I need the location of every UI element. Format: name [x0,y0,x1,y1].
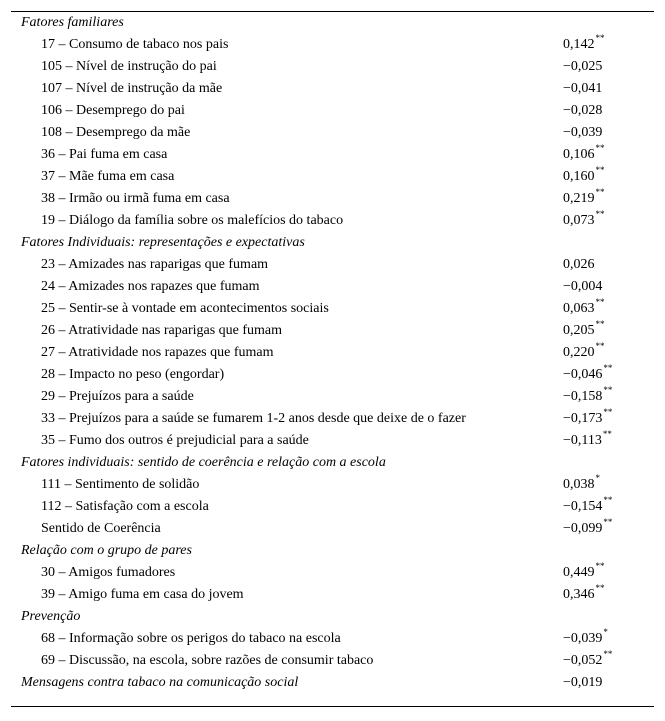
table-row [11,56,654,78]
variable-label: Sentido de Coerência [41,521,161,536]
coefficient-value: −0,025 [563,59,603,74]
coefficient-cell [563,364,612,386]
section-title: Fatores individuais: sentido de coerência e relação com a escola [21,455,386,470]
coefficient-value: −0,039 [563,125,603,140]
significance-marker: ** [595,341,605,351]
table-row [11,122,654,144]
coefficient-cell [563,254,595,276]
significance-marker: * [595,473,600,483]
coefficient-cell [563,144,605,166]
coefficient-value: 0,220 [563,345,595,360]
coefficient-value: 0,063 [563,301,595,316]
table-row [11,254,654,276]
coefficient-value: −0,173 [563,411,603,426]
variable-label: 26 – Atratividade nas raparigas que fumam [41,323,283,338]
coefficient-value: −0,158 [563,389,603,404]
variable-label: 111 – Sentimento de solidão [41,477,200,492]
coefficient-cell [563,188,605,210]
table-row [11,386,654,408]
significance-marker: ** [595,33,605,43]
variable-label: 17 – Consumo de tabaco nos pais [41,37,229,52]
table-row [11,188,654,210]
variable-label: 106 – Desemprego do pai [41,103,185,118]
coefficient-cell [563,628,608,650]
coefficient-value: 0,026 [563,257,595,272]
coefficient-value: −0,019 [563,675,603,690]
section-header-row [11,606,654,628]
significance-marker: ** [595,561,605,571]
table-row [11,430,654,452]
coefficient-cell [563,56,602,78]
coefficient-cell [563,122,602,144]
variable-label: 39 – Amigo fuma em casa do jovem [41,587,244,602]
coefficient-value: 0,142 [563,37,595,52]
coefficient-value: 0,106 [563,147,595,162]
variable-label: 24 – Amizades nos rapazes que fumam [41,279,260,294]
significance-marker: ** [595,297,605,307]
table-body [11,12,654,694]
correlation-table [11,11,654,707]
section-header-row [11,672,654,694]
coefficient-cell [563,584,605,606]
significance-marker: ** [603,407,613,417]
variable-label: 36 – Pai fuma em casa [41,147,168,162]
significance-marker: * [603,627,608,637]
significance-marker: ** [603,517,613,527]
table-bottom-rule [11,706,654,707]
significance-marker: ** [595,187,605,197]
table-row [11,320,654,342]
variable-label: 29 – Prejuízos para a saúde [41,389,194,404]
significance-marker: ** [603,385,613,395]
coefficient-cell [563,276,602,298]
variable-label: 19 – Diálogo da família sobre os malefícios do tabaco [41,213,344,228]
coefficient-cell [563,518,612,540]
coefficient-cell [563,210,605,232]
section-title: Fatores Individuais: representações e expectativas [21,235,305,250]
table-row [11,628,654,650]
variable-label: 25 – Sentir-se à vontade em acontecimentos sociais [41,301,329,316]
section-title: Fatores familiares [21,15,124,30]
table-row [11,78,654,100]
coefficient-cell [563,650,612,672]
coefficient-cell [563,672,602,694]
table-row [11,210,654,232]
significance-marker: ** [595,319,605,329]
table-row [11,562,654,584]
table-row [11,166,654,188]
coefficient-cell [563,386,612,408]
section-title: Prevenção [21,609,81,624]
section-header-row [11,232,654,254]
table-row [11,584,654,606]
coefficient-value: 0,160 [563,169,595,184]
table-row [11,298,654,320]
significance-marker: ** [595,209,605,219]
coefficient-cell [563,496,612,518]
variable-label: 105 – Nível de instrução do pai [41,59,217,74]
coefficient-value: 0,038 [563,477,595,492]
coefficient-value: −0,046 [563,367,603,382]
coefficient-cell [563,78,602,100]
coefficient-cell [563,342,605,364]
coefficient-value: −0,041 [563,81,603,96]
section-header-row [11,12,654,34]
coefficient-cell [563,430,612,452]
coefficient-value: 0,205 [563,323,595,338]
section-header-row [11,452,654,474]
variable-label: 33 – Prejuízos para a saúde se fumarem 1-2 anos desde que deixe de o fazer [41,411,466,426]
coefficient-value: −0,099 [563,521,603,536]
table-row [11,650,654,672]
variable-label: 112 – Satisfação com a escola [41,499,209,514]
significance-marker: ** [602,429,612,439]
section-header-row [11,540,654,562]
variable-label: 23 – Amizades nas raparigas que fumam [41,257,269,272]
coefficient-value: 0,073 [563,213,595,228]
table-row [11,474,654,496]
variable-label: 35 – Fumo dos outros é prejudicial para a saúde [41,433,309,448]
table-row [11,342,654,364]
coefficient-value: 0,449 [563,565,595,580]
significance-marker: ** [595,583,605,593]
coefficient-cell [563,298,605,320]
variable-label: 30 – Amigos fumadores [41,565,176,580]
variable-label: 68 – Informação sobre os perigos do tabaco na escola [41,631,341,646]
significance-marker: ** [595,165,605,175]
coefficient-value: −0,004 [563,279,603,294]
coefficient-value: −0,052 [563,653,603,668]
coefficient-value: −0,039 [563,631,603,646]
table-row [11,100,654,122]
variable-label: 108 – Desemprego da mãe [41,125,191,140]
variable-label: 27 – Atratividade nos rapazes que fumam [41,345,274,360]
coefficient-cell [563,474,600,496]
table-row [11,496,654,518]
coefficient-value: −0,028 [563,103,603,118]
coefficient-cell [563,34,605,56]
coefficient-cell [563,166,605,188]
significance-marker: ** [603,649,613,659]
variable-label: 38 – Irmão ou irmã fuma em casa [41,191,230,206]
coefficient-value: 0,219 [563,191,595,206]
coefficient-value: 0,346 [563,587,595,602]
table-row [11,276,654,298]
significance-marker: ** [603,495,613,505]
table-row [11,408,654,430]
coefficient-cell [563,562,605,584]
table-row [11,518,654,540]
variable-label: 28 – Impacto no peso (engordar) [41,367,225,382]
coefficient-cell [563,320,605,342]
table-row [11,34,654,56]
coefficient-value: −0,113 [563,433,602,448]
variable-label: 107 – Nível de instrução da mãe [41,81,223,96]
coefficient-value: −0,154 [563,499,603,514]
section-title: Relação com o grupo de pares [21,543,192,558]
significance-marker: ** [603,363,613,373]
coefficient-cell [563,408,612,430]
table-row [11,364,654,386]
section-title: Mensagens contra tabaco na comunicação social [21,675,299,690]
significance-marker: ** [595,143,605,153]
variable-label: 69 – Discussão, na escola, sobre razões de consumir tabaco [41,653,374,668]
table-row [11,144,654,166]
coefficient-cell [563,100,602,122]
variable-label: 37 – Mãe fuma em casa [41,169,175,184]
